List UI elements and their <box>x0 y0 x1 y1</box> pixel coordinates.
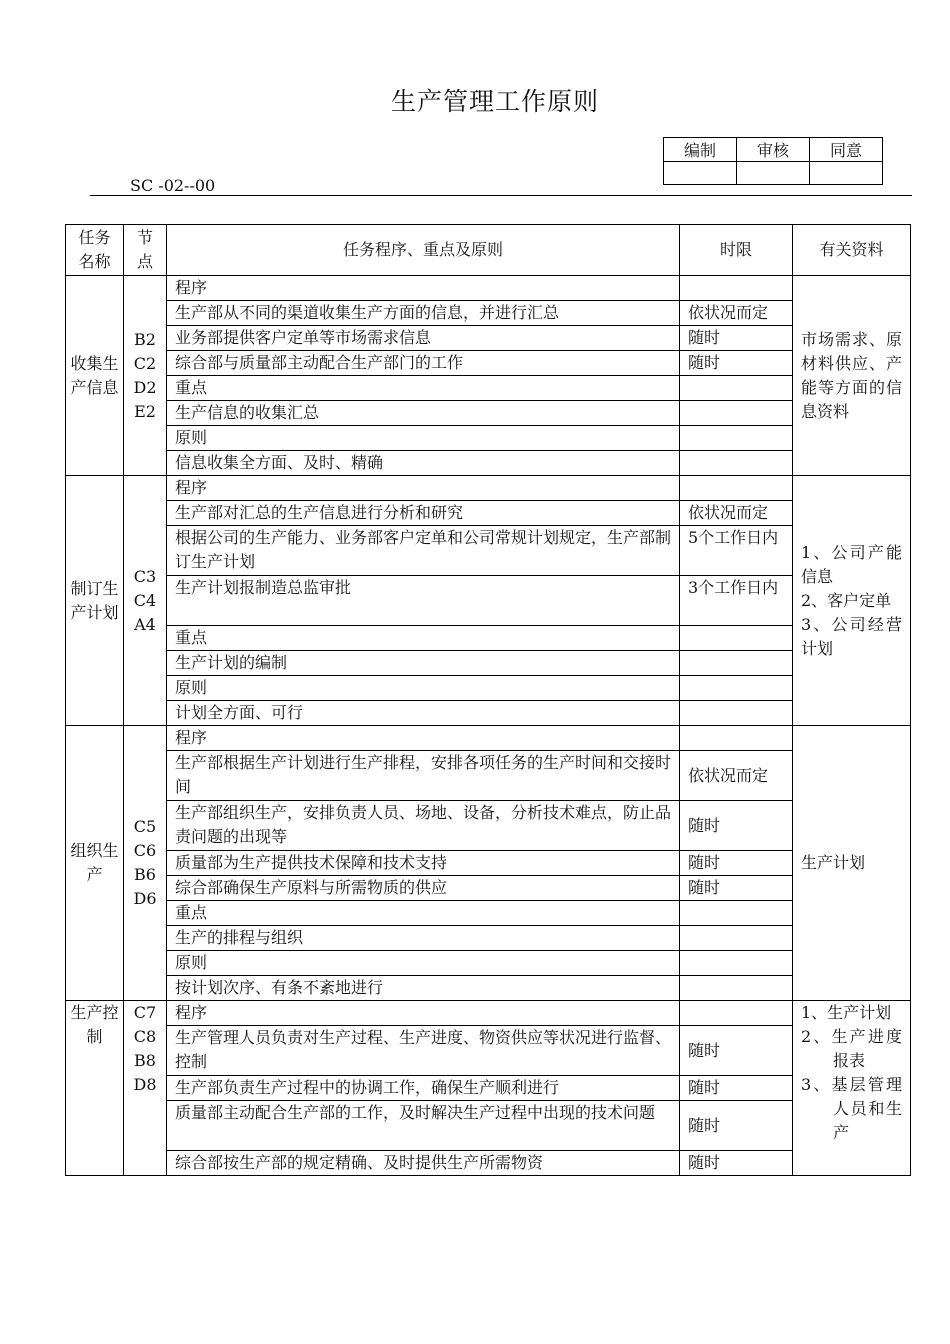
node-code: D6 <box>133 889 157 908</box>
time-limit <box>680 426 793 451</box>
reference-materials: 生产计划 <box>793 726 911 1001</box>
approval-label-agree: 同意 <box>810 138 883 162</box>
node-code: C4 <box>133 590 157 610</box>
time-limit: 随时 <box>680 801 793 851</box>
procedure-step: 生产管理人员负责对生产过程、生产进度、物资供应等状况进行监督、控制 <box>167 1026 680 1076</box>
time-limit: 随时 <box>680 876 793 901</box>
task-name: 制订生产计划 <box>66 476 124 726</box>
node-code: D8 <box>133 1075 157 1094</box>
time-limit <box>680 901 793 926</box>
node-list <box>124 1001 167 1176</box>
reference-item: 3、基层管理人员和生产 <box>801 1075 902 1142</box>
procedure-step: 生产部对汇总的生产信息进行分析和研究 <box>167 501 680 526</box>
table-row <box>66 926 911 951</box>
header-rule <box>90 195 912 196</box>
table-row <box>66 801 911 851</box>
principle-heading: 原则 <box>167 676 680 701</box>
table-row <box>66 726 911 751</box>
reference-materials <box>793 1001 911 1176</box>
document-number: SC -02--00 <box>130 176 216 195</box>
node-code: C8 <box>133 1027 157 1046</box>
time-limit <box>680 651 793 676</box>
header-task-name: 任务名称 <box>66 225 124 276</box>
node-code: A4 <box>134 614 156 634</box>
key-point-heading: 重点 <box>167 376 680 401</box>
time-limit: 随时 <box>680 851 793 876</box>
time-limit <box>680 726 793 751</box>
table-row <box>66 576 911 626</box>
table-row <box>66 451 911 476</box>
time-limit <box>680 926 793 951</box>
table-header-row <box>66 225 911 276</box>
principles-table <box>65 224 911 1176</box>
table-row <box>66 626 911 651</box>
time-limit: 随时 <box>680 1076 793 1101</box>
time-limit <box>680 701 793 726</box>
table-row <box>66 976 911 1001</box>
table-row <box>66 951 911 976</box>
key-point-heading: 重点 <box>167 626 680 651</box>
node-code: C7 <box>133 1003 157 1022</box>
reference-item: 3、公司经营计划 <box>801 614 902 658</box>
node-list <box>124 726 167 1001</box>
table-row <box>66 501 911 526</box>
node-code: B6 <box>134 865 156 884</box>
approval-signature-agree[interactable] <box>810 162 883 185</box>
table-row <box>66 401 911 426</box>
reference-item: 1、生产计划 <box>801 1003 892 1022</box>
key-point: 生产信息的收集汇总 <box>167 401 680 426</box>
node-code: C2 <box>133 353 157 373</box>
node-list <box>124 476 167 726</box>
procedure-step: 综合部按生产部的规定精确、及时提供生产所需物资 <box>167 1151 680 1176</box>
procedure-step: 综合部与质量部主动配合生产部门的工作 <box>167 351 680 376</box>
time-limit <box>680 451 793 476</box>
time-limit: 依状况而定 <box>680 501 793 526</box>
table-row <box>66 1001 911 1026</box>
time-limit: 3个工作日内 <box>680 576 793 626</box>
principle: 计划全方面、可行 <box>167 701 680 726</box>
time-limit <box>680 476 793 501</box>
time-limit <box>680 276 793 301</box>
procedure-heading: 程序 <box>167 276 680 301</box>
time-limit <box>680 401 793 426</box>
procedure-step: 生产部负责生产过程中的协调工作，确保生产顺利进行 <box>167 1076 680 1101</box>
procedure-heading: 程序 <box>167 476 680 501</box>
task-name: 生产控制 <box>66 1001 124 1176</box>
reference-item: 1、公司产能信息 <box>801 542 902 586</box>
approval-table <box>663 137 883 185</box>
time-limit <box>680 976 793 1001</box>
key-point: 生产计划的编制 <box>167 651 680 676</box>
node-code: B8 <box>134 1051 156 1070</box>
time-limit <box>680 626 793 651</box>
task-name: 组织生产 <box>66 726 124 1001</box>
table-row <box>66 1076 911 1101</box>
time-limit: 随时 <box>680 1101 793 1151</box>
header-procedure: 任务程序、重点及原则 <box>167 225 680 276</box>
table-row <box>66 1101 911 1151</box>
node-code: D2 <box>133 377 157 397</box>
node-code: B2 <box>134 329 156 349</box>
principle-heading: 原则 <box>167 426 680 451</box>
table-row <box>66 476 911 501</box>
table-row <box>66 876 911 901</box>
approval-signature-review[interactable] <box>737 162 810 185</box>
reference-item: 2、生产进度报表 <box>801 1027 902 1070</box>
header-node: 节点 <box>124 225 167 276</box>
procedure-heading: 程序 <box>167 1001 680 1026</box>
approval-label-compile: 编制 <box>664 138 737 162</box>
table-row <box>66 676 911 701</box>
procedure-heading: 程序 <box>167 726 680 751</box>
table-row <box>66 301 911 326</box>
time-limit: 随时 <box>680 351 793 376</box>
document-title: 生产管理工作原则 <box>390 87 599 116</box>
reference-materials: 市场需求、原材料供应、产能等方面的信息资料 <box>793 276 911 476</box>
time-limit <box>680 676 793 701</box>
approval-signature-compile[interactable] <box>664 162 737 185</box>
header-time-limit: 时限 <box>680 225 793 276</box>
table-row <box>66 851 911 876</box>
time-limit: 5个工作日内 <box>680 526 793 576</box>
table-row <box>66 526 911 576</box>
node-code: C6 <box>133 841 157 860</box>
time-limit <box>680 951 793 976</box>
time-limit: 依状况而定 <box>680 301 793 326</box>
key-point-heading: 重点 <box>167 901 680 926</box>
reference-item: 2、客户定单 <box>801 590 892 610</box>
principle: 信息收集全方面、及时、精确 <box>167 451 680 476</box>
table-row <box>66 751 911 801</box>
procedure-step: 质量部为生产提供技术保障和技术支持 <box>167 851 680 876</box>
task-name: 收集生产信息 <box>66 276 124 476</box>
table-row <box>66 901 911 926</box>
procedure-step: 生产部从不同的渠道收集生产方面的信息，并进行汇总 <box>167 301 680 326</box>
procedure-step: 根据公司的生产能力、业务部客户定单和公司常规计划规定，生产部制订生产计划 <box>167 526 680 576</box>
time-limit: 随时 <box>680 326 793 351</box>
table-row <box>66 1151 911 1176</box>
table-row <box>66 651 911 676</box>
table-row <box>66 326 911 351</box>
principle-heading: 原则 <box>167 951 680 976</box>
procedure-step: 生产部根据生产计划进行生产排程，安排各项任务的生产时间和交接时间 <box>167 751 680 801</box>
procedure-step: 生产计划报制造总监审批 <box>167 576 680 626</box>
table-row <box>66 376 911 401</box>
node-list <box>124 276 167 476</box>
time-limit <box>680 1001 793 1026</box>
principle: 按计划次序、有条不紊地进行 <box>167 976 680 1001</box>
time-limit: 随时 <box>680 1026 793 1076</box>
time-limit: 随时 <box>680 1151 793 1176</box>
node-code: C5 <box>133 817 157 836</box>
time-limit: 依状况而定 <box>680 751 793 801</box>
key-point: 生产的排程与组织 <box>167 926 680 951</box>
node-code: E2 <box>134 401 156 421</box>
reference-materials <box>793 476 911 726</box>
header-references: 有关资料 <box>793 225 911 276</box>
procedure-step: 生产部组织生产，安排负责人员、场地、设备，分析技术难点，防止品责问题的出现等 <box>167 801 680 851</box>
table-row <box>66 426 911 451</box>
table-row <box>66 701 911 726</box>
table-row <box>66 276 911 301</box>
node-code: C3 <box>133 566 157 586</box>
procedure-step: 综合部确保生产原料与所需物质的供应 <box>167 876 680 901</box>
time-limit <box>680 376 793 401</box>
table-row <box>66 351 911 376</box>
approval-label-review: 审核 <box>737 138 810 162</box>
procedure-step: 业务部提供客户定单等市场需求信息 <box>167 326 680 351</box>
procedure-step: 质量部主动配合生产部的工作，及时解决生产过程中出现的技术问题 <box>167 1101 680 1151</box>
table-row <box>66 1026 911 1076</box>
